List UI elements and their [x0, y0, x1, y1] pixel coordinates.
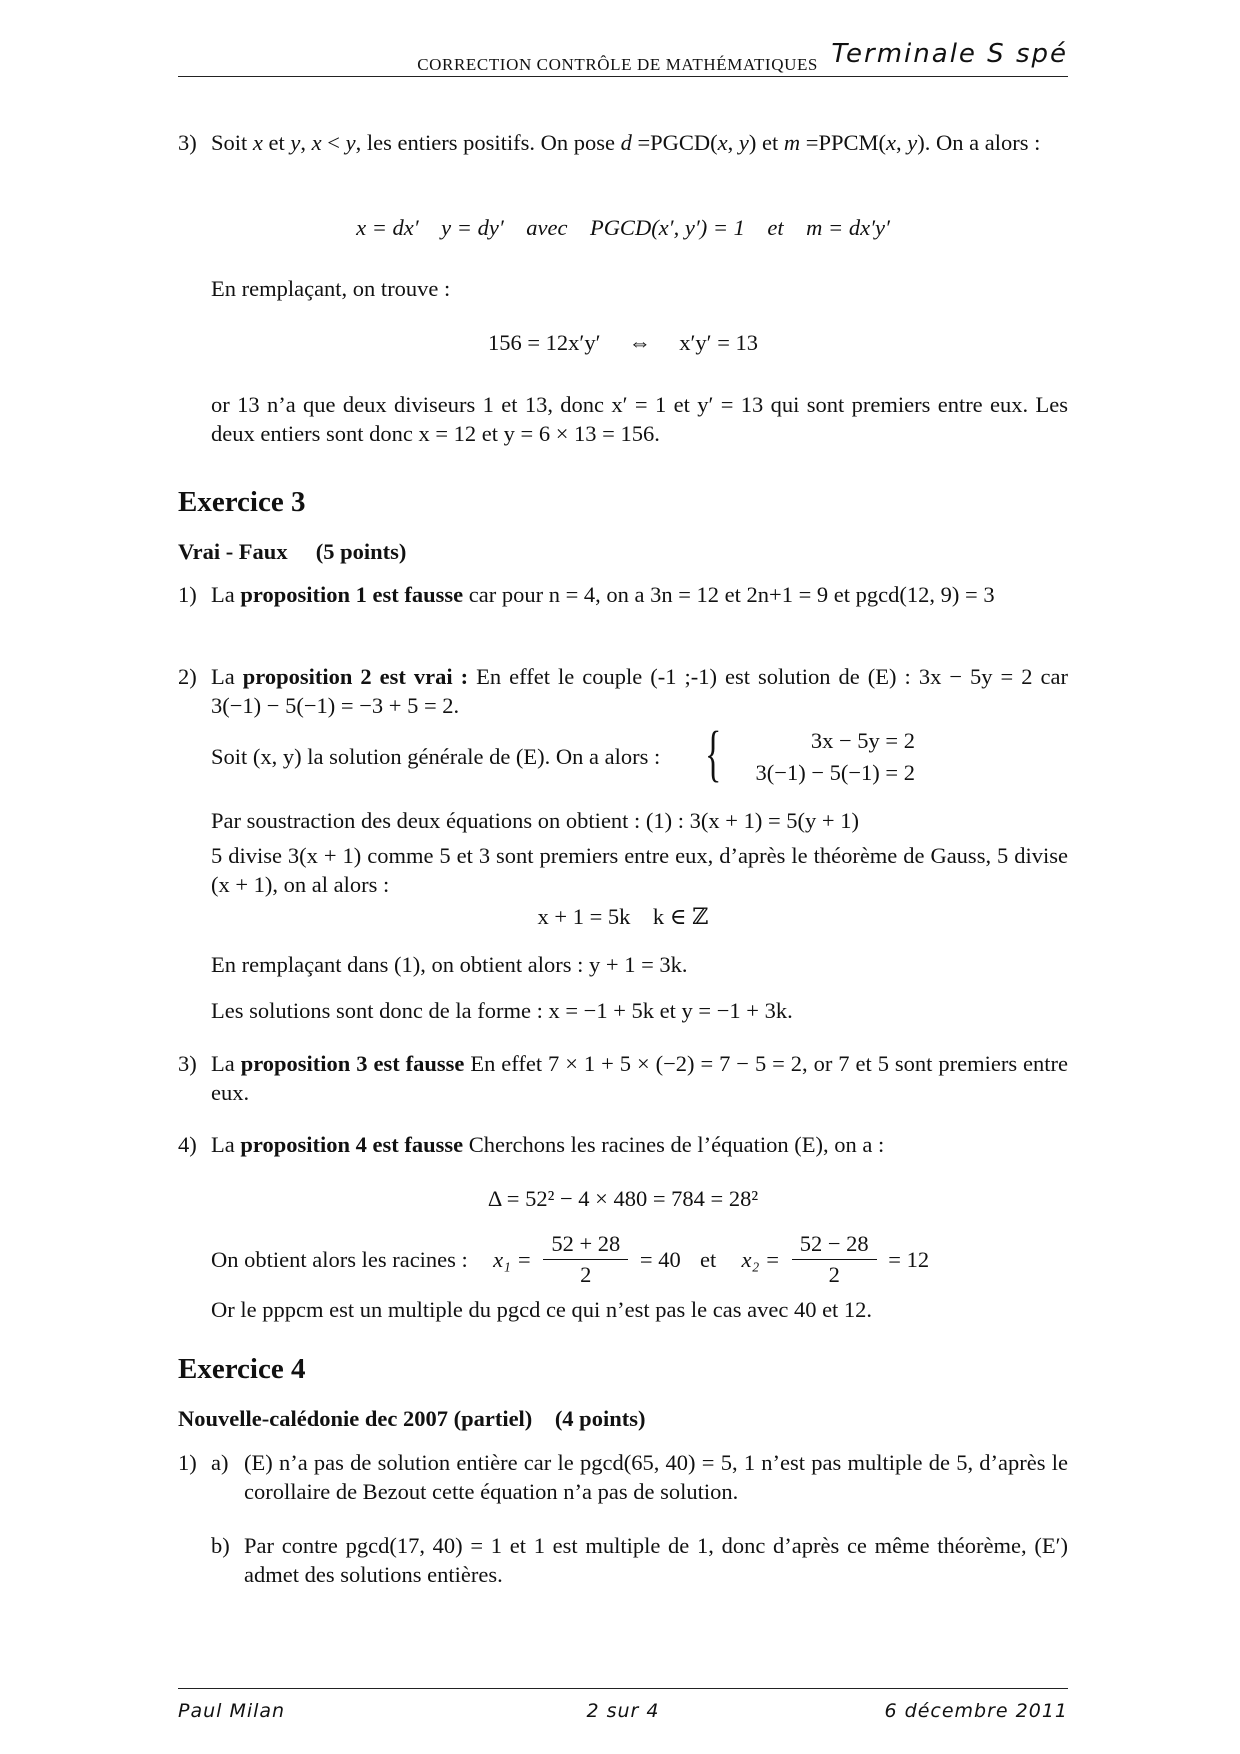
brace-icon: { — [705, 720, 722, 788]
ex4-question-1a: 1) a) (E) n’a pas de solution entière car le pgcd(65, 40) = 5, 1 n’est pas multiple de 5, d’après le corollaire de Bezout cette équation n’a pas de solution. — [178, 1450, 1068, 1504]
ex3-q2-solutions: Les solutions sont donc de la forme : x = −1 + 5k et y = −1 + 3k. — [211, 998, 793, 1023]
ex3-question-2: 2) La proposition 2 est vrai : En effet le couple (-1 ;-1) est solution de (E) : 3x − 5y = 2 car 3(−1) − 5(−1) = −3 + 5 = 2. — [178, 664, 1068, 718]
ex3-q2-gauss: 5 divise 3(x + 1) comme 5 et 3 sont premiers entre eux, d’après le théorème de Gauss, 5 divise (x + 1), on al alors : — [211, 843, 1068, 897]
ex3-question-3: 3) La proposition 3 est fausse En effet 7 × 1 + 5 × (−2) = 7 − 5 = 2, or 7 et 5 sont premiers entre eux. — [178, 1051, 1068, 1105]
page-number: 2 sur 4 — [586, 1700, 660, 1722]
ex3-question-1: 1) La proposition 1 est fausse car pour n = 4, on a 3n = 12 et 2n+1 = 9 et pgcd(12, 9) = 3 — [178, 582, 995, 607]
exercise-3-title: Exercice 3 — [178, 486, 306, 518]
ex3-q4-delta: Δ = 52² − 4 × 480 = 784 = 28² — [487, 1186, 759, 1211]
x2-fraction: $\frac{52 - 28}{2}$ — [792, 1229, 877, 1290]
ex3-q2-system-line-1: 3x − 5y = 2 — [810, 728, 915, 753]
ex3-q2-system-line-2: 3(−1) − 5(−1) = 2 — [755, 760, 915, 785]
ex3-q4-conclusion: Or le pppcm est un multiple du pgcd ce qui n’est pas le cas avec 40 et 12. — [211, 1297, 873, 1322]
ex3-question-4: 4) La proposition 4 est fausse Cherchons les racines de l’équation (E), on a : — [178, 1132, 885, 1157]
ex4-question-1b: b) Par contre pgcd(17, 40) = 1 et 1 est multiple de 1, donc d’après ce même théorème, (E′) admet des solutions entières. — [211, 1533, 1068, 1587]
ex3-q2-system-intro: Soit (x, y) la solution générale de (E). On a alors : — [211, 744, 661, 769]
ex2-q3-conclusion: or 13 n’a que deux diviseurs 1 et 13, donc x′ = 1 et y′ = 13 qui sont premiers entre eux. Les deux entiers sont donc x = 12 et y = 6 × 13 = 156. — [211, 392, 1068, 446]
exercise-4-subtitle: Nouvelle-calédonie dec 2007 (partiel) (4 points) — [178, 1406, 646, 1431]
ex3-q4-roots: On obtient alors les racines : x₁ = $\frac{52 + 28}{2}$ = 40 et x₂ = $\frac{52 - 28}{2}$ = 12 — [211, 1229, 929, 1290]
ex2-q3-intro: Soit x et y, x < y, les entiers positifs. On pose d =PGCD(x, y) et m =PPCM(x, y). On a alors : — [211, 130, 1041, 155]
item-number: 3) — [178, 130, 197, 155]
exercise-4-title: Exercice 4 — [178, 1353, 306, 1385]
ex2-q3-replace: En remplaçant, on trouve : — [211, 276, 451, 301]
ex2-question-3 — [178, 128, 1068, 157]
exercise-3-subtitle: Vrai - Faux (5 points) — [178, 539, 407, 564]
page-header — [178, 40, 1068, 77]
x1-fraction: $\frac{52 + 28}{2}$ — [543, 1229, 628, 1290]
date: 6 décembre 2011 — [884, 1700, 1068, 1722]
page-footer — [178, 1688, 1068, 1729]
ex3-q2-equation: x + 1 = 5k k ∈ ℤ — [537, 904, 709, 929]
class-label: Terminale S spé — [831, 39, 1068, 69]
ex3-q2-subtraction: Par soustraction des deux équations on obtient : (1) : 3(x + 1) = 5(y + 1) — [211, 808, 859, 833]
document-title: CORRECTION CONTRÔLE DE MATHÉMATIQUES — [417, 55, 818, 74]
author: Paul Milan — [178, 1700, 286, 1722]
ex3-q2-replace: En remplaçant dans (1), on obtient alors : y + 1 = 3k. — [211, 952, 688, 977]
ex2-q3-equation-1: x = dx′ y = dy′ avec PGCD(x′, y′) = 1 et m = dx′y′ — [356, 215, 890, 240]
ex2-q3-equation-2: 156 = 12x′y′ ⇔ x′y′ = 13 — [487, 330, 759, 355]
